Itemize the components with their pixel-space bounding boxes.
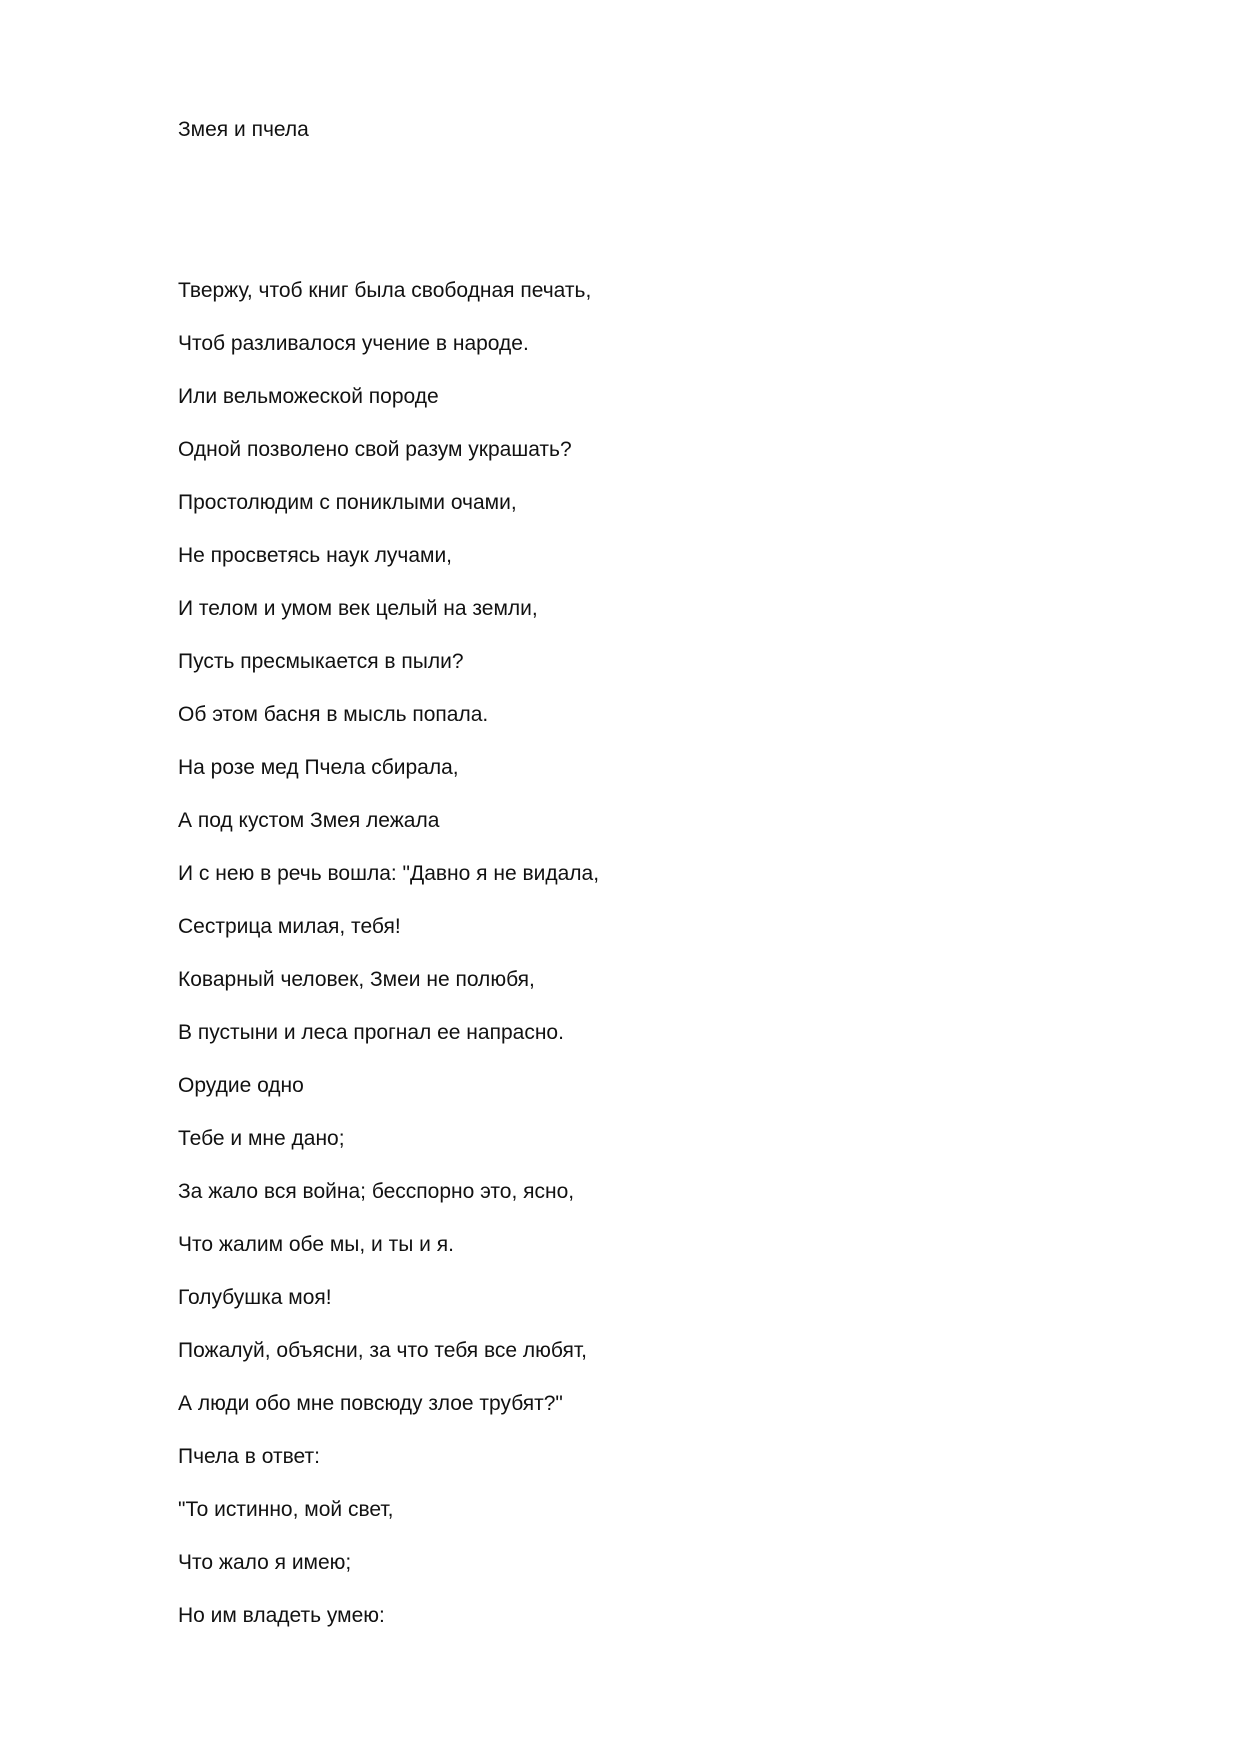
poem-line: Не просветясь наук лучами, (178, 544, 453, 567)
poem-line: Пожалуй, объясни, за что тебя все любят, (178, 1339, 587, 1362)
poem-body (178, 278, 599, 1656)
poem-line: Что жало я имею; (178, 1551, 352, 1574)
poem-line: Сестрица милая, тебя! (178, 915, 401, 938)
poem-line: И телом и умом век целый на земли, (178, 597, 538, 620)
poem-line: Пусть пресмыкается в пыли? (178, 650, 464, 673)
poem-line: Но им владеть умею: (178, 1604, 385, 1627)
poem-line: Что жалим обе мы, и ты и я. (178, 1233, 454, 1256)
page-title: Змея и пчела (178, 118, 309, 141)
poem-line: А под кустом Змея лежала (178, 809, 440, 832)
poem-line: Одной позволено свой разум украшать? (178, 438, 572, 461)
poem-line: Твержу, чтоб книг была свободная печать, (178, 279, 592, 302)
poem-line: Орудие одно (178, 1074, 304, 1097)
poem-line: Чтоб разливалося учение в народе. (178, 332, 529, 355)
poem-line: Простолюдим с пониклыми очами, (178, 491, 517, 514)
poem-line: Об этом басня в мысль попала. (178, 703, 489, 726)
poem-line: Голубушка моя! (178, 1286, 332, 1309)
poem-line: А люди обо мне повсюду злое трубят?" (178, 1392, 563, 1415)
poem-line: За жало вся война; бесспорно это, ясно, (178, 1180, 575, 1203)
poem-line: И с нею в речь вошла: "Давно я не видала, (178, 862, 600, 885)
poem-line: На розе мед Пчела сбирала, (178, 756, 459, 779)
poem-line: "То истинно, мой свет, (178, 1498, 394, 1521)
poem-line: Пчела в ответ: (178, 1445, 320, 1468)
poem-line: Или вельможеской породе (178, 385, 439, 408)
poem-line: В пустыни и леса прогнал ее напрасно. (178, 1021, 564, 1044)
poem-line: Тебе и мне дано; (178, 1127, 345, 1150)
poem-line: Коварный человек, Змеи не полюбя, (178, 968, 535, 991)
